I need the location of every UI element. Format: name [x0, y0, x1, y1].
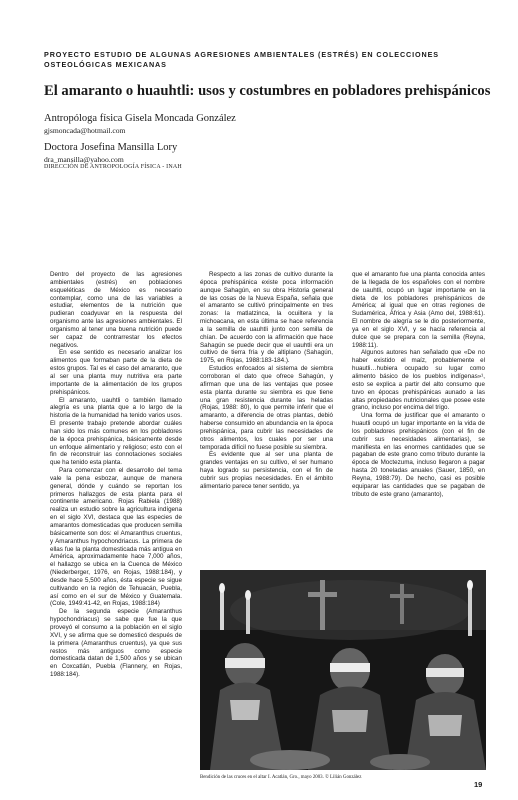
author-email-2: dra_mansilla@yahoo.com — [44, 155, 124, 164]
paragraph: El amaranto, uauhtli o también llamado alegría es una planta que a lo largo de la historia de la humanidad ha tenido varios usos. El presente trabajo pretende abordar cuáles han sido los más comunes en los pobladores de la época prehispánica, básicamente desde un enfoque alimentario y religioso; esto con el fin de reconstruir las connotaciones sociales que ha tenido esta planta. — [50, 396, 182, 467]
paragraph: Dentro del proyecto de las agresiones ambientales (estrés) en poblaciones esqueléticas de México es necesario contemplar, como una de las variables a estudiar, elementos de la nutrición que pudieran coadyuvar en la respuesta del organismo ante las agresiones ambientales. El organismo al tener una buena nutrición puede ser capaz de contrarrestar los efectos negativos. — [50, 271, 182, 349]
project-heading: PROYECTO ESTUDIO DE ALGUNAS AGRESIONES AMBIENTALES (ESTRÉS) EN COLECCIONES OSTEOLÓGICAS MEXICANAS — [44, 50, 439, 69]
paragraph: que el amaranto fue una planta conocida antes de la llegada de los españoles con el nombre de uauhtli, ocupó un lugar importante en la dieta de los pobladores prehispánicos de América; al igual que en otras regiones de Sudamérica, África y Asia (Amo del, 1988:61). El nombre de alegría se le dio posteriormente, ya en el siglo XVI, y se hacía referencia al dulce que se prepara con la semilla (Reyna, 1988:11). — [352, 271, 485, 349]
page-number: 19 — [474, 780, 483, 789]
paragraph: Es evidente que al ser una planta de grandes ventajas en su cultivo, el ser humano haya logrado su persistencia, con el fin de cubrir sus propias necesidades. En el ámbito alimentario parece tener sentido, ya — [200, 451, 333, 490]
body-column-2 — [200, 271, 333, 491]
ceremony-photo — [200, 570, 486, 770]
article-title: El amaranto o huauhtli: usos y costumbres en pobladores prehispánicos — [44, 83, 491, 99]
paragraph: Estudios enfocados al sistema de siembra corroboran el dato que ofrece Sahagún, y afirman que una de las ventajas que posee esta planta durante su siembra es que tiene una gran resistencia durante las heladas (Rojas, 1988: 80), lo que permite inferir que el amaranto, a diferencia de otras plantas, debió haberse consumido en abundancia en la época prehispánica, para cubrir las necesidades de otros alimentos, los cuales por ser una temporada difícil no fuese posible su siembra. — [200, 365, 333, 451]
paragraph: Respecto a las zonas de cultivo durante la época prehispánica existe poca información aunque Sahagún, en su obra Historia general de las cosas de la Nueva España, señala que el amaranto se cultivó principalmente en tres zonas: la matlatzinca, la ocuiltera y la michoacana, en esta última se hace referencia a la semilla de uauhtli junto con semilla de chían. De acuerdo con la afirmación que hace Sahagún se puede decir que el uauhtli era un cultivo de tierra fría y de altiplano (Sahagún, 1975, en Rojas, 1988:183-184.). — [200, 271, 333, 365]
author-name-1: Antropóloga física Gisela Moncada González — [44, 113, 236, 124]
paragraph: En ese sentido es necesario analizar los alimentos que formaban parte de la dieta de estos grupos. Tal es el caso del amaranto, que al ser una planta muy nutritiva era parte importante de la alimentación de los grupos prehispánicos. — [50, 349, 182, 396]
body-column-1 — [50, 271, 182, 679]
photo-illustration — [200, 570, 486, 770]
body-column-3 — [352, 271, 485, 498]
paragraph: Una forma de justificar que el amaranto o huautli ocupó un lugar importante en la vida de los pobladores prehispánicos (con el fin de cubrir sus necesidades alimentarias), se manifiesta en las enormes cantidades que se pagaban de este grano como tributo durante la época de Moctezuma, incluso llegaron a pagar hasta 20 toneladas anuales (Sauer, 1850, en Reyna, 1988:79). De hecho, casi es posible equiparar las cantidades que se pagaban de tributo de este grano (amaranto), — [352, 412, 485, 498]
author-affiliation: DIRECCIÓN DE ANTROPOLOGÍA FÍSICA - INAH — [44, 164, 182, 170]
paragraph: Algunos autores han señalado que «De no haber existido el maíz, probablemente el huautli…hubiera ocupado su lugar como alimento básico de los pueblos indígenas»¹, esto se explica a partir del alto consumo que tuvo en épocas prehispánicas aunado a las altas propiedades nutricionales que posee este grano, incluso por encima del trigo. — [352, 349, 485, 412]
photo-caption: Bendición de las cruces en el altar I. Acatlán, Gro., mayo 2003. © Lilián González — [200, 775, 362, 780]
paragraph: Para comenzar con el desarrollo del tema vale la pena esbozar, aunque de manera general, dónde y cuándo se reportan los primeros hallazgos de esta planta para el continente americano. Rojas Rabiela (1988) realiza un estudio sobre la agricultura indígena en el siglo XVI, destaca que las especies de amarantos domesticadas que producen semilla básicamente son dos: el Amaranthus cruentus, y Amaranthus hypochondriacus. La primera de ellas fue la planta domesticada más antigua en América, aproximadamente hace 7,000 años, el hallazgo se ubica en la Cuenca de México (Niederberger, 1976, en Rojas, 1988:184), y desde hace 5,500 años, ésta especie se sigue cultivando en la región de Tehuacán, Puebla, así como en el sur de México y Guatemala. (Cole, 1949:41-42, en Rojas, 1988:184) — [50, 467, 182, 608]
paragraph: De la segunda especie (Amaranthus hypochondriacus) se sabe que fue la que proveyó el consumo a la población en el siglo XVI, y se afirma que se domesticó después de la primera (Amaranthus cruentus), ya que sus restos más antiguos como especie domesticada datan de 1,500 años y se ubican en Coxcatlán, Puebla (Flannery, en Rojas, 1988:184). — [50, 608, 182, 679]
author-email-1: gjsmoncada@hotmail.com — [44, 126, 126, 135]
author-name-2: Doctora Josefina Mansilla Lory — [44, 142, 178, 153]
